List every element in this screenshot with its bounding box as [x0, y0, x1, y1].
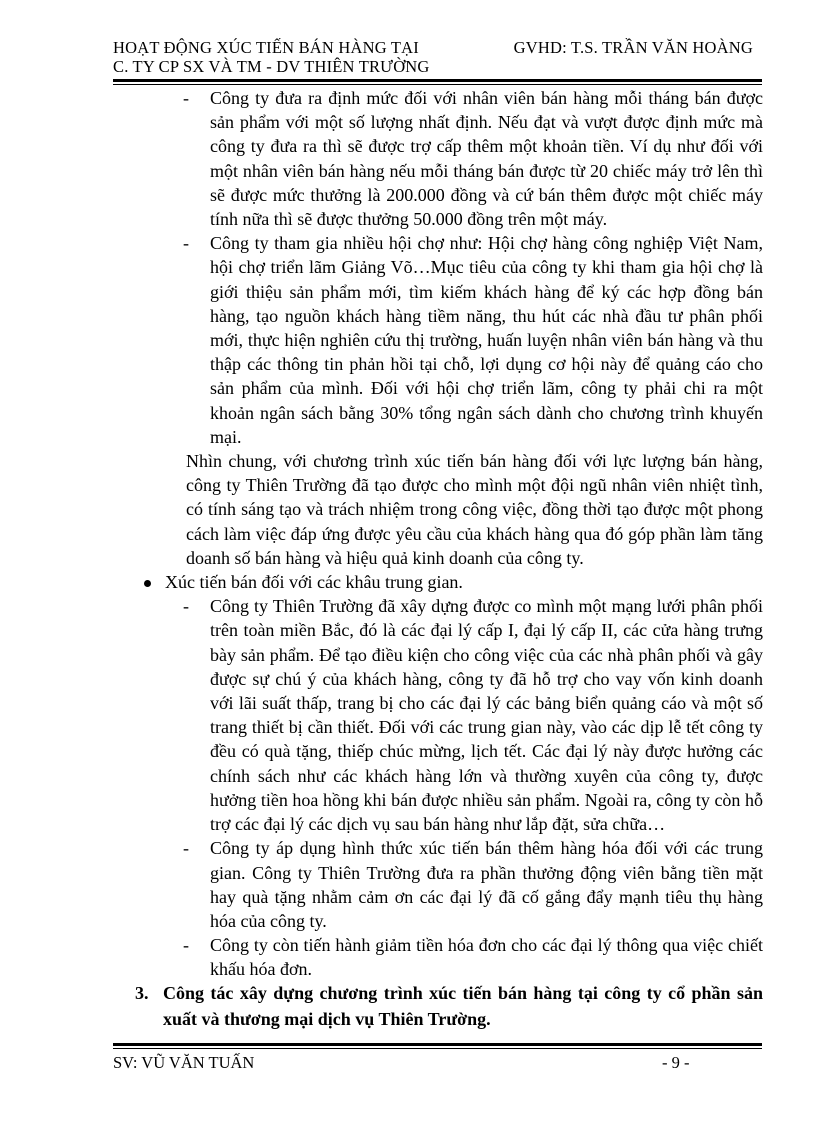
dash-marker: -: [183, 233, 189, 254]
list-item: [113, 594, 763, 836]
list-item-text: Công ty tham gia nhiều hội chợ như: Hội chợ hàng công nghiệp Việt Nam, hội chợ triển lãm Giảng Võ…Mục tiêu của công ty khi tham gia hội chợ là giới thiệu sản phẩm mới, tìm kiếm khách hàng để ký các hợp đồng bán hàng, tạo nguồn khách hàng tiềm năng, thu hút các nhà đầu tư phân phối mới, thực hiện nghiên cứu thị trường, huấn luyện nhân viên bán hàng và thu thập các thông tin phản hồi tại chỗ, lợi dụng cơ hội này để quảng cáo cho sản phẩm của mình. Đối với hội chợ triển lãm, công ty phải chi ra một khoản ngân sách bằng 30% tổng ngân sách dành cho chương trình khuyến mại.: [210, 233, 763, 447]
section-heading: [135, 980, 763, 1032]
section-number: 3.: [135, 983, 149, 1003]
bullet-dot-icon: [144, 580, 151, 587]
footer-rule-thick: [113, 1043, 762, 1046]
header-title-line1: HOẠT ĐỘNG XÚC TIẾN BÁN HÀNG TẠI: [113, 38, 419, 57]
list-item: [113, 933, 763, 981]
dash-marker: -: [183, 838, 189, 859]
footer-student: SV: VŨ VĂN TUẤN: [113, 1053, 255, 1072]
list-item: [113, 86, 763, 231]
list-item-text: Công ty áp dụng hình thức xúc tiến bán thêm hàng hóa đối với các trung gian. Công ty Thiên Trường đưa ra phần thưởng động viên bằng tiền mặt hay quà tặng nhằm cảm ơn các đại lý đã cố gắng đẩy mạnh tiêu thụ hàng hóa của công ty.: [210, 838, 763, 931]
dash-marker: -: [183, 88, 189, 108]
header-rule-thick: [113, 79, 762, 82]
bullet-item: [113, 570, 763, 594]
bullet-text: Xúc tiến bán đối với các khâu trung gian.: [165, 572, 463, 593]
section-title: Công tác xây dựng chương trình xúc tiến bán hàng tại công ty cổ phần sản xuất và thương mại dịch vụ Thiên Trường.: [163, 983, 763, 1029]
header-rule-thin: [113, 84, 762, 85]
header-title: [113, 38, 430, 76]
list-item: [113, 836, 763, 933]
header-title-line2: C. TY CP SX VÀ TM - DV THIÊN TRƯỜNG: [113, 57, 430, 76]
summary-paragraph: Nhìn chung, với chương trình xúc tiến bán hàng đối với lực lượng bán hàng, công ty Thiên Trường đã tạo được cho mình một đội ngũ nhân viên nhiệt tình, có tính sáng tạo và trách nhiệm trong công việc, đồng thời tạo được một phong cách làm việc đáp ứng được yêu cầu của khách hàng qua đó góp phần làm tăng doanh số bán hàng và hiệu quả kinh doanh của công ty.: [186, 451, 763, 568]
list-item-text: Công ty đưa ra định mức đối với nhân viên bán hàng mỗi tháng bán được sản phẩm với một số lượng nhất định. Nếu đạt và vượt được định mức mà công ty đưa ra thì sẽ được trợ cấp thêm một khoản tiền. Ví dụ như đối với một nhân viên bán hàng nếu mỗi tháng bán được từ 20 chiếc máy trở lên thì sẽ được mức thưởng là 200.000 đồng và cứ bán thêm được một chiếc máy tính nữa thì sẽ được thưởng 50.000 đồng trên một máy.: [210, 88, 763, 230]
header-supervisor: GVHD: T.S. TRẦN VĂN HOÀNG: [513, 38, 753, 57]
page-body: [113, 86, 763, 982]
dash-marker: -: [183, 596, 189, 617]
list-item: [113, 231, 763, 449]
footer-rule-thin: [113, 1048, 762, 1049]
dash-marker: -: [183, 935, 189, 956]
page-number: - 9 -: [662, 1053, 690, 1072]
page-header: [113, 38, 763, 78]
list-item-text: Công ty Thiên Trường đã xây dựng được co mình một mạng lưới phân phối trên toàn miền Bắc, đó là các đại lý cấp I, đại lý cấp II, các cửa hàng trưng bày sản phẩm. Để tạo điều kiện cho công việc của các nhà phân phối và gây được sự chú ý của khách hàng, công ty đã hỗ trợ cho vay vốn kinh doanh với lãi suất thấp, trang bị cho các đại lý các bảng biển quảng cáo và một số trang thiết bị cần thiết. Đối với các trung gian này, vào các dịp lễ tết công ty đều có quà tặng, thiếp chúc mừng, lịch tết. Các đại lý này được hưởng các chính sách như các khách hàng lớn và thường xuyên của công ty, được hưởng tiền hoa hồng khi bán được nhiều sản phẩm. Ngoài ra, công ty còn hỗ trợ các đại lý các dịch vụ sau bán hàng như lắp đặt, sửa chữa…: [210, 596, 763, 835]
list-item-text: Công ty còn tiến hành giảm tiền hóa đơn cho các đại lý thông qua việc chiết khấu hóa đơn.: [210, 935, 763, 980]
